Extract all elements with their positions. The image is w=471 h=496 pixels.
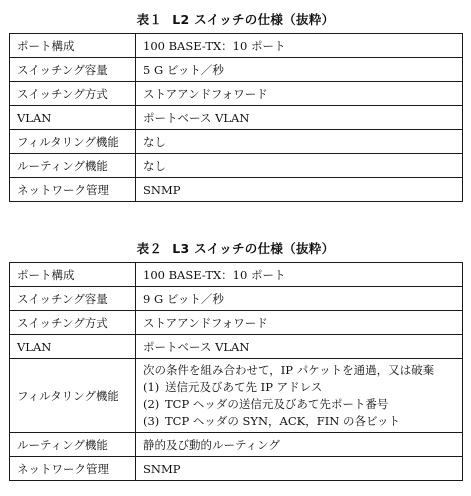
table-row — [10, 457, 463, 481]
table-row — [10, 82, 463, 106]
row-value: ストアアンドフォワード — [136, 82, 463, 106]
row-value: ストアアンドフォワード — [136, 311, 463, 335]
row-label: VLAN — [10, 335, 136, 359]
row-value: ポートベース VLAN — [136, 106, 463, 130]
table-row — [10, 106, 463, 130]
list-marker: (2) — [143, 397, 160, 411]
list-marker: (1) — [143, 380, 160, 394]
row-label: ポート構成 — [10, 263, 136, 287]
row-label: スイッチング方式 — [10, 311, 136, 335]
table-row — [10, 130, 463, 154]
filtering-intro-text: 次の条件を組み合わせて，IP パケットを通過，又は破棄 — [143, 363, 435, 377]
row-label: ポート構成 — [10, 34, 136, 58]
table1-caption — [0, 10, 471, 28]
row-value: なし — [136, 154, 463, 178]
row-value: SNMP — [136, 178, 463, 202]
table2-caption-title: L3 スイッチの仕様（抜粋） — [172, 241, 335, 256]
table-row — [10, 433, 463, 457]
row-label: フィルタリング機能 — [10, 130, 136, 154]
l3-switch-spec-table — [9, 262, 463, 481]
row-label: スイッチング容量 — [10, 287, 136, 311]
row-value: 5 G ビット／秒 — [136, 58, 463, 82]
row-label: スイッチング方式 — [10, 82, 136, 106]
row-label: ルーティング機能 — [10, 154, 136, 178]
row-label: ネットワーク管理 — [10, 178, 136, 202]
table-row — [10, 311, 463, 335]
condition-text: 送信元及びあて先 IP アドレス — [165, 380, 323, 394]
condition-text: TCP ヘッダの SYN，ACK，FIN の各ビット — [165, 414, 401, 428]
row-value: SNMP — [136, 457, 463, 481]
row-label: フィルタリング機能 — [10, 359, 136, 433]
table-row — [10, 263, 463, 287]
row-value: ポートベース VLAN — [136, 335, 463, 359]
row-label: ルーティング機能 — [10, 433, 136, 457]
table-row — [10, 178, 463, 202]
table2-caption — [0, 239, 471, 257]
row-value: 100 BASE-TX：10 ポート — [136, 263, 463, 287]
table-row — [10, 154, 463, 178]
filtering-condition-item — [143, 413, 462, 430]
row-label: ネットワーク管理 — [10, 457, 136, 481]
list-marker: (3) — [143, 414, 160, 428]
table1-caption-number: 表１ — [136, 12, 163, 27]
row-value: 静的及び動的ルーティング — [136, 433, 463, 457]
condition-text: TCP ヘッダの送信元及びあて先ポート番号 — [165, 397, 389, 411]
filtering-condition-item — [143, 396, 462, 413]
filtering-conditions-cell — [136, 359, 463, 433]
row-label: VLAN — [10, 106, 136, 130]
table-row — [10, 335, 463, 359]
table2-caption-number: 表２ — [136, 241, 163, 256]
table-row — [10, 34, 463, 58]
row-value: なし — [136, 130, 463, 154]
row-label: スイッチング容量 — [10, 58, 136, 82]
row-value: 100 BASE-TX：10 ポート — [136, 34, 463, 58]
l2-switch-spec-table — [9, 33, 463, 202]
table-row — [10, 58, 463, 82]
row-value: 9 G ビット／秒 — [136, 287, 463, 311]
table-row — [10, 287, 463, 311]
filtering-condition-item — [143, 379, 462, 396]
table1-caption-title: L2 スイッチの仕様（抜粋） — [172, 12, 335, 27]
table-row — [10, 359, 463, 433]
